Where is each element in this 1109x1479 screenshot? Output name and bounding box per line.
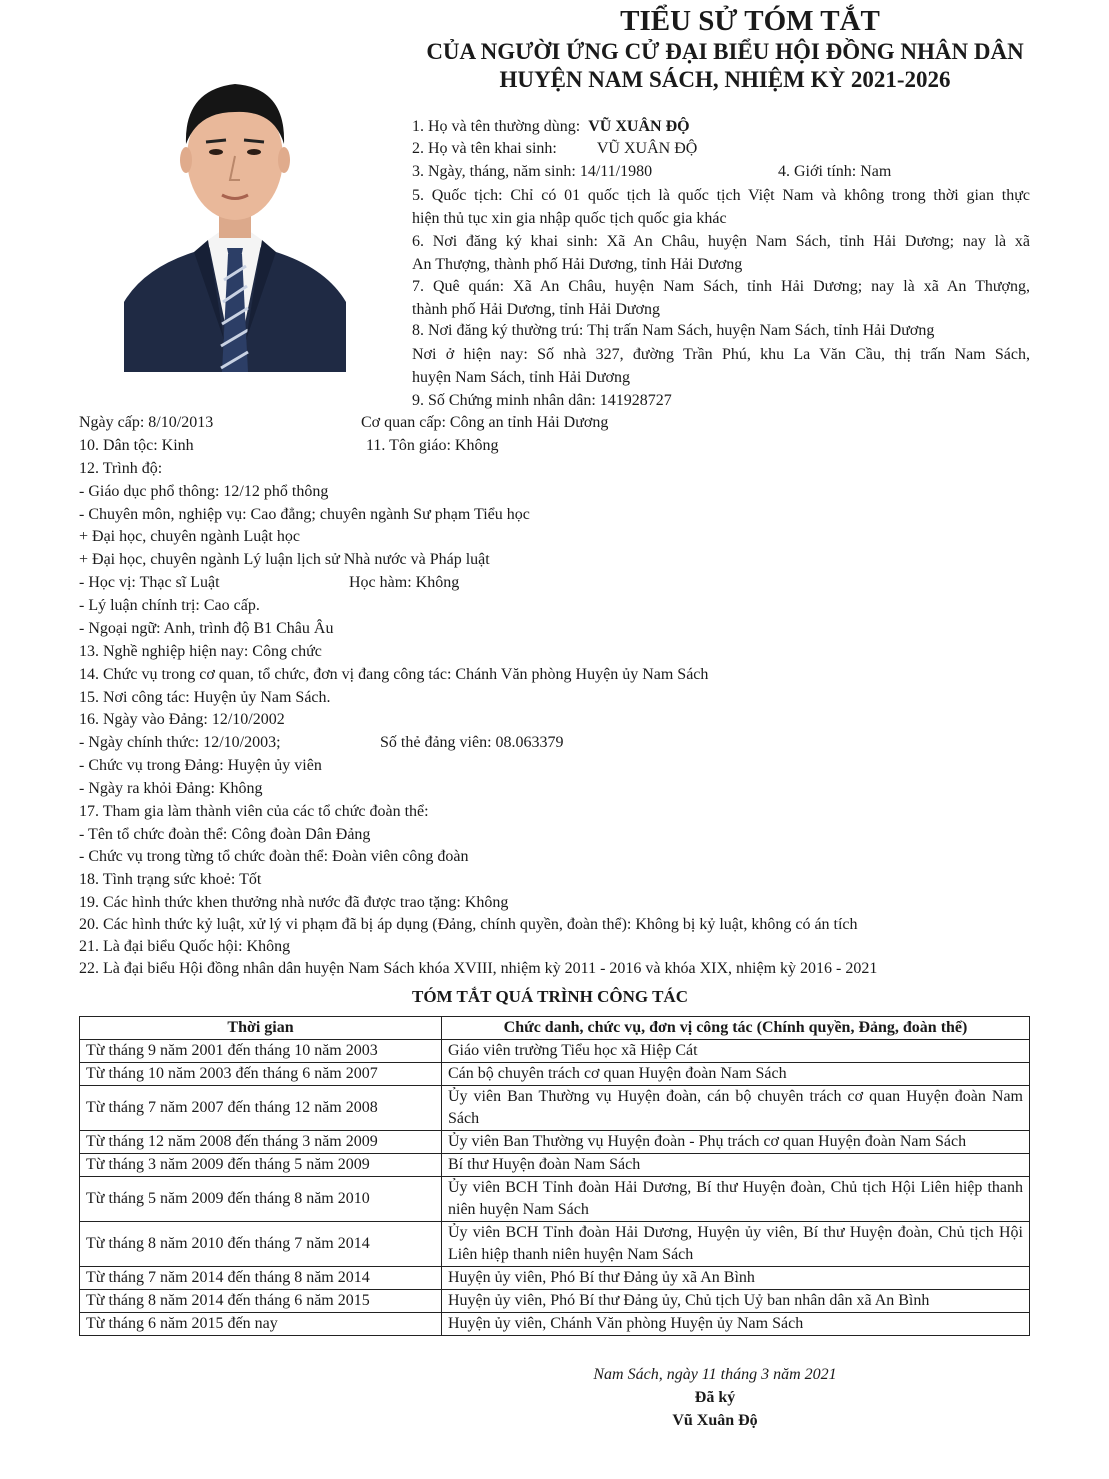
item-15-workplace: 15. Nơi công tác: Huyện ủy Nam Sách. (79, 689, 331, 706)
item-5-line-2: hiện thủ tục xin gia nhập quốc tịch quốc gia khác (412, 210, 727, 227)
item-16-party-entry: 16. Ngày vào Đảng: 12/10/2002 (79, 711, 285, 728)
table-row (80, 1131, 1030, 1154)
row-time: Từ tháng 10 năm 2003 đến tháng 6 năm 2007 (80, 1063, 442, 1086)
table-row (80, 1177, 1030, 1222)
current-residence (412, 343, 1030, 389)
row-position: Huyện ủy viên, Phó Bí thư Đảng ủy xã An Bình (442, 1267, 1030, 1290)
table-header-row (80, 1017, 1030, 1040)
work-history-table (79, 1016, 1030, 1336)
table-row (80, 1154, 1030, 1177)
row-position: Cán bộ chuyên trách cơ quan Huyện đoàn Nam Sách (442, 1063, 1030, 1086)
birth-name-value: VŨ XUÂN ĐỘ (596, 140, 698, 157)
table-row (80, 1313, 1030, 1336)
row-time: Từ tháng 5 năm 2009 đến tháng 8 năm 2010 (80, 1177, 442, 1222)
document-title: TIỂU SỬ TÓM TẮT (620, 5, 880, 37)
item-5-nationality (412, 184, 1030, 230)
table-row (80, 1222, 1030, 1267)
item-17-organization-role: - Chức vụ trong từng tổ chức đoàn thể: Đoàn viên công đoàn (79, 848, 469, 865)
item-17-organization-name: - Tên tổ chức đoàn thể: Công đoàn Dân Đảng (79, 826, 371, 843)
item-10-ethnicity: 10. Dân tộc: Kinh (79, 437, 194, 454)
item-20-discipline: 20. Các hình thức kỷ luật, xử lý vi phạm đã bị áp dụng (Đảng, chính quyền, đoàn thể): Không bị kỷ luật, không có án tích (79, 916, 858, 933)
row-time: Từ tháng 8 năm 2014 đến tháng 6 năm 2015 (80, 1290, 442, 1313)
item-12-general-education: - Giáo dục phổ thông: 12/12 phổ thông (79, 483, 329, 500)
row-time: Từ tháng 7 năm 2014 đến tháng 8 năm 2014 (80, 1267, 442, 1290)
item-17-organizations: 17. Tham gia làm thành viên của các tổ chức đoàn thể: (79, 803, 429, 820)
item-11-religion: 11. Tôn giáo: Không (366, 437, 499, 454)
item-21-national-assembly: 21. Là đại biểu Quốc hội: Không (79, 938, 291, 955)
item-2 (412, 138, 697, 160)
row-time: Từ tháng 12 năm 2008 đến tháng 3 năm 2009 (80, 1131, 442, 1154)
item-12-specialization: - Chuyên môn, nghiệp vụ: Cao đẳng; chuyên ngành Sư phạm Tiểu học (79, 506, 530, 523)
row-position: Ủy viên BCH Tỉnh đoàn Hải Dương, Bí thư Huyện đoàn, Chủ tịch Hội Liên hiệp thanh niên huyện Nam Sách (442, 1177, 1030, 1222)
column-header-position: Chức danh, chức vụ, đơn vị công tác (Chính quyền, Đảng, đoàn thể) (442, 1017, 1030, 1040)
item-4-gender: 4. Giới tính: Nam (778, 163, 892, 180)
item-12-degree: - Học vị: Thạc sĩ Luật (79, 574, 220, 591)
item-16-party-position: - Chức vụ trong Đảng: Huyện ủy viên (79, 757, 322, 774)
table-row (80, 1086, 1030, 1131)
item-5-line-1: 5. Quốc tịch: Chỉ có 01 quốc tịch là quốc tịch Việt Nam và không trong thời gian thực (412, 187, 1030, 204)
item-7-line-2: thành phố Hải Dương, tỉnh Hải Dương (412, 301, 661, 318)
item-12-university-law: + Đại học, chuyên ngành Luật học (79, 528, 300, 545)
item-7-hometown (412, 275, 1030, 321)
portrait-illustration (124, 40, 346, 372)
item-1-label: 1. Họ và tên thường dùng: (412, 118, 581, 135)
row-time: Từ tháng 6 năm 2015 đến nay (80, 1313, 442, 1336)
id-issue-date: Ngày cấp: 8/10/2013 (79, 414, 214, 431)
table-row (80, 1290, 1030, 1313)
signature-status: Đã ký (694, 1389, 736, 1406)
item-16-party-exit: - Ngày ra khỏi Đảng: Không (79, 780, 263, 797)
item-14-position: 14. Chức vụ trong cơ quan, tổ chức, đơn vị đang công tác: Chánh Văn phòng Huyện ủy Nam Sách (79, 666, 709, 683)
row-time: Từ tháng 8 năm 2010 đến tháng 7 năm 2014 (80, 1222, 442, 1267)
item-12-political-theory: - Lý luận chính trị: Cao cấp. (79, 597, 260, 614)
row-position: Giáo viên trường Tiểu học xã Hiệp Cát (442, 1040, 1030, 1063)
table-row (80, 1040, 1030, 1063)
row-position: Ủy viên Ban Thường vụ Huyện đoàn - Phụ trách cơ quan Huyện đoàn Nam Sách (442, 1131, 1030, 1154)
item-12-university-theory: + Đại học, chuyên ngành Lý luận lịch sử Nhà nước và Pháp luật (79, 551, 490, 568)
row-position: Ủy viên Ban Thường vụ Huyện đoàn, cán bộ chuyên trách cơ quan Huyện đoàn Nam Sách (442, 1086, 1030, 1131)
item-22-council-terms: 22. Là đại biểu Hội đồng nhân dân huyện Nam Sách khóa XVIII, nhiệm kỳ 2011 - 2016 và khóa XIX, nhiệm kỳ 2016 - 2021 (79, 960, 878, 977)
document-subtitle-term: HUYỆN NAM SÁCH, NHIỆM KỲ 2021-2026 (499, 67, 951, 92)
row-time: Từ tháng 3 năm 2009 đến tháng 5 năm 2009 (80, 1154, 442, 1177)
row-time: Từ tháng 9 năm 2001 đến tháng 10 năm 2003 (80, 1040, 442, 1063)
current-residence-line-1: Nơi ở hiện nay: Số nhà 327, đường Trần Phú, khu La Văn Cầu, thị trấn Nam Sách, (412, 346, 1030, 363)
signature-place-date: Nam Sách, ngày 11 tháng 3 năm 2021 (593, 1366, 837, 1383)
item-12-education: 12. Trình độ: (79, 460, 163, 477)
document-subtitle: CỦA NGƯỜI ỨNG CỬ ĐẠI BIỂU HỘI ĐỒNG NHÂN DÂN (426, 39, 1024, 64)
row-position: Huyện ủy viên, Phó Bí thư Đảng ủy, Chủ tịch Uỷ ban nhân dân xã An Bình (442, 1290, 1030, 1313)
item-2-label: 2. Họ và tên khai sinh: (412, 140, 557, 157)
table-row (80, 1267, 1030, 1290)
item-6-line-2: An Thượng, thành phố Hải Dương, tỉnh Hải Dương (412, 256, 743, 273)
item-6-line-1: 6. Nơi đăng ký khai sinh: Xã An Châu, huyện Nam Sách, tỉnh Hải Dương; nay là xã (412, 233, 1030, 250)
column-header-time: Thời gian (80, 1017, 442, 1040)
candidate-portrait (124, 40, 346, 372)
work-history-title: TÓM TẮT QUÁ TRÌNH CÔNG TÁC (412, 987, 688, 1006)
common-name-value: VŨ XUÂN ĐỘ (588, 118, 690, 135)
item-8-permanent-residence: 8. Nơi đăng ký thường trú: Thị trấn Nam Sách, huyện Nam Sách, tỉnh Hải Dương (412, 322, 935, 339)
current-residence-line-2: huyện Nam Sách, tỉnh Hải Dương (412, 369, 630, 386)
item-16-official-date: - Ngày chính thức: 12/10/2003; (79, 734, 281, 751)
item-13-occupation: 13. Nghề nghiệp hiện nay: Công chức (79, 643, 322, 660)
table-row (80, 1063, 1030, 1086)
item-1 (412, 116, 690, 138)
item-9-id-number: 9. Số Chứng minh nhân dân: 141928727 (412, 392, 672, 409)
item-3-birth-date: 3. Ngày, tháng, năm sinh: 14/11/1980 (412, 163, 653, 180)
item-12-foreign-language: - Ngoại ngữ: Anh, trình độ B1 Châu Âu (79, 620, 334, 637)
signatory-name: Vũ Xuân Độ (672, 1412, 758, 1429)
item-19-awards: 19. Các hình thức khen thưởng nhà nước đã được trao tặng: Không (79, 894, 509, 911)
row-time: Từ tháng 7 năm 2007 đến tháng 12 năm 2008 (80, 1086, 442, 1131)
item-6-birth-registration (412, 230, 1030, 276)
id-issue-agency: Cơ quan cấp: Công an tỉnh Hải Dương (361, 414, 609, 431)
row-position: Bí thư Huyện đoàn Nam Sách (442, 1154, 1030, 1177)
item-16-party-card: Số thẻ đảng viên: 08.063379 (380, 734, 564, 751)
row-position: Ủy viên BCH Tỉnh đoàn Hải Dương, Huyện ủy viên, Bí thư Huyện đoàn, Chủ tịch Hội Liên hiệp thanh niên huyện Nam Sách (442, 1222, 1030, 1267)
item-18-health: 18. Tình trạng sức khoẻ: Tốt (79, 871, 262, 888)
item-12-academic-title: Học hàm: Không (349, 574, 460, 591)
item-7-line-1: 7. Quê quán: Xã An Châu, huyện Nam Sách, tỉnh Hải Dương; nay là xã An Thượng, (412, 278, 1030, 295)
row-position: Huyện ủy viên, Chánh Văn phòng Huyện ủy Nam Sách (442, 1313, 1030, 1336)
